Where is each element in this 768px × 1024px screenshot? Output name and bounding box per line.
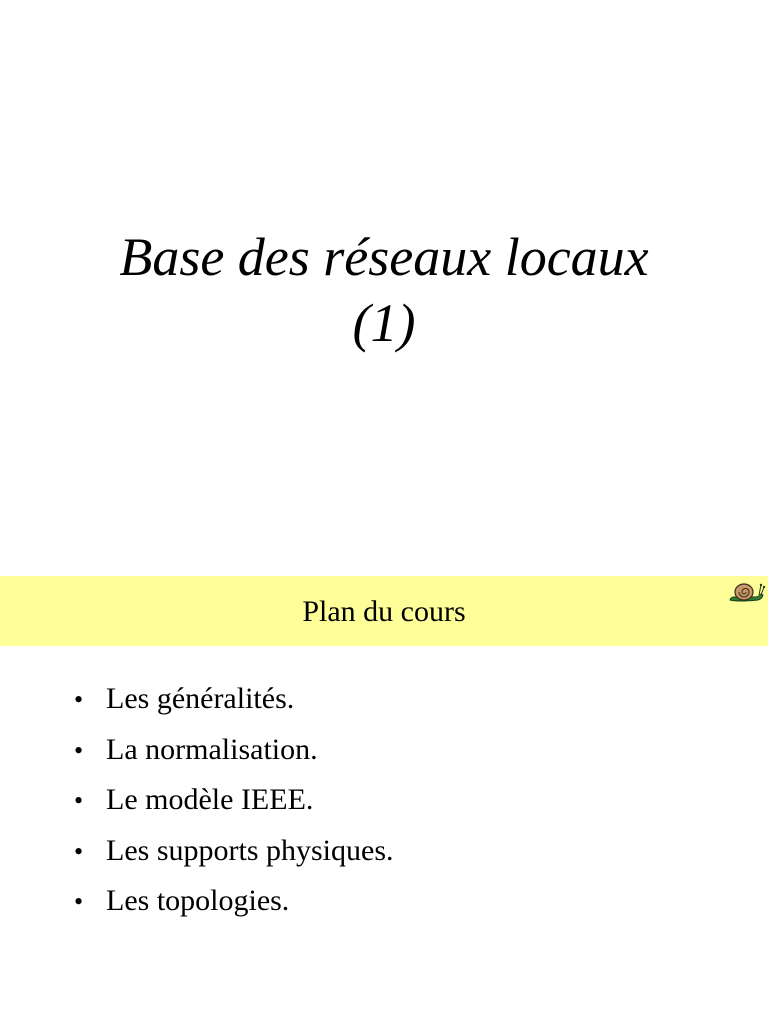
plan-header-bar (0, 576, 768, 646)
bullet-icon: • (74, 836, 84, 866)
bullet-icon: • (74, 786, 84, 815)
list-item-text: Les supports physiques. (106, 833, 394, 867)
slide-title (0, 224, 768, 356)
list-item-text: Le modèle IEEE. (106, 783, 314, 816)
bullet-icon: • (74, 735, 84, 765)
list-item (74, 826, 394, 877)
list-item-text: Les généralités. (106, 682, 295, 715)
list-item-text: La normalisation. (106, 732, 318, 766)
list-item (74, 876, 394, 927)
list-item-text: Les topologies. (106, 884, 290, 917)
slide-title-line-1: Base des réseaux locaux (119, 227, 649, 287)
bullet-icon: • (74, 887, 84, 916)
plan-slide (0, 576, 768, 1024)
slide-title-line-2: (1) (352, 293, 416, 353)
course-outline-list (74, 674, 394, 927)
list-item (74, 725, 394, 776)
bullet-icon: • (74, 685, 84, 714)
snail-icon (728, 578, 766, 604)
plan-title: Plan du cours (302, 595, 466, 628)
list-item (74, 775, 394, 826)
list-item (74, 674, 394, 725)
